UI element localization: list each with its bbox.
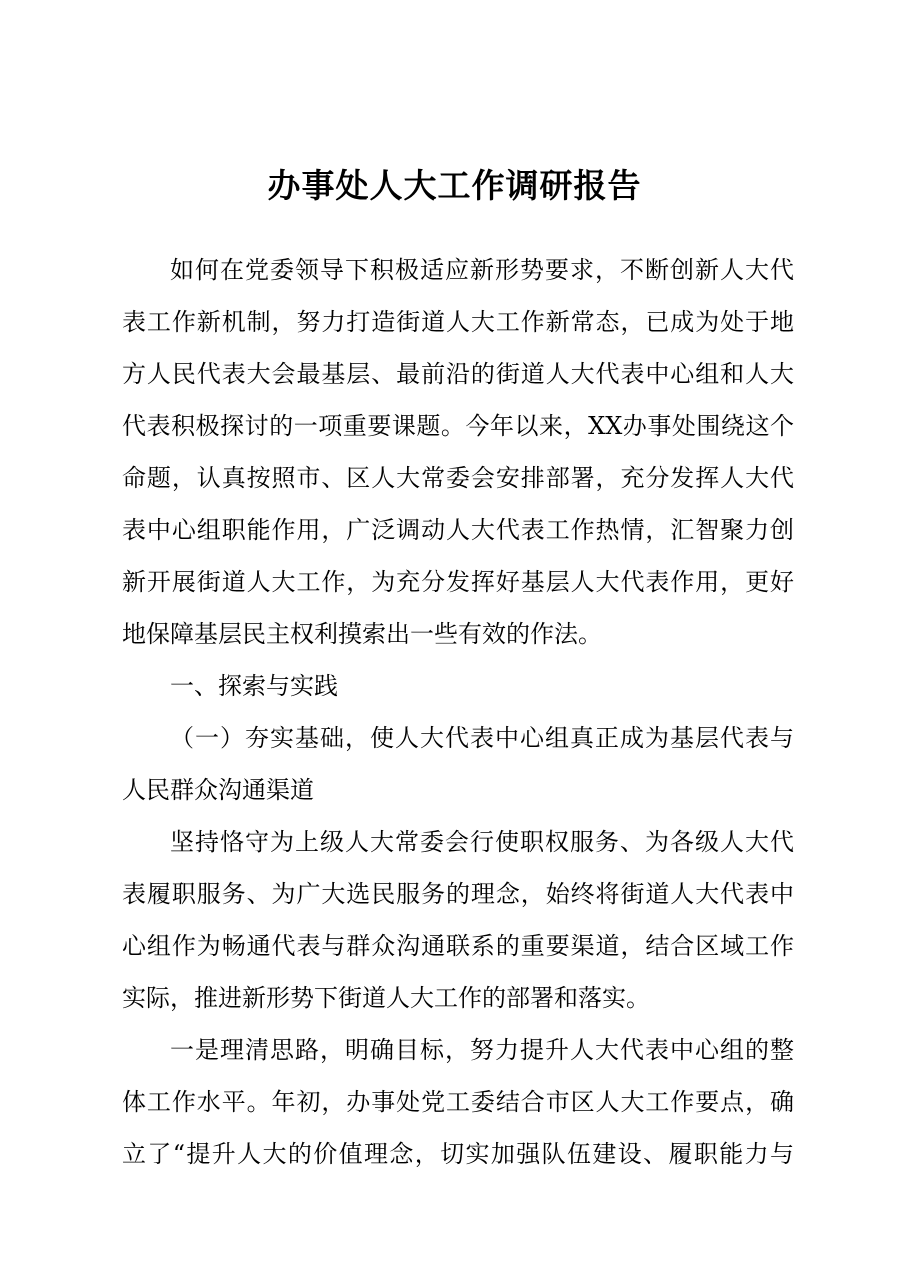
- paragraph-1-line-4: 代表积极探讨的一项重要课题。今年以来，XX办事处围绕这个: [122, 412, 794, 440]
- paragraph-1-line-6: 表中心组职能作用，广泛调动人大代表工作热情，汇智聚力创: [122, 516, 794, 544]
- paragraph-2-line-1: 坚持恪守为上级人大常委会行使职权服务、为各级人大代: [170, 828, 794, 856]
- subsection-heading-line-2: 人民群众沟通渠道: [122, 776, 314, 804]
- section-heading-1: 一、探索与实践: [170, 672, 338, 700]
- paragraph-2-line-3: 心组作为畅通代表与群众沟通联系的重要渠道，结合区域工作: [122, 932, 794, 960]
- subsection-heading-line-1: （一）夯实基础，使人大代表中心组真正成为基层代表与: [170, 724, 794, 752]
- paragraph-3-line-3: 立了“提升人大的价值理念，切实加强队伍建设、履职能力与: [122, 1140, 794, 1168]
- paragraph-1-line-2: 表工作新机制，努力打造街道人大工作新常态，已成为处于地: [122, 308, 794, 336]
- paragraph-2-line-4: 实际，推进新形势下街道人大工作的部署和落实。: [122, 984, 650, 1012]
- paragraph-3-line-2: 体工作水平。年初，办事处党工委结合市区人大工作要点，确: [122, 1088, 794, 1116]
- paragraph-1-line-1: 如何在党委领导下积极适应新形势要求，不断创新人大代: [170, 256, 794, 284]
- document-title: 办事处人大工作调研报告: [267, 166, 642, 205]
- paragraph-1-line-8: 地保障基层民主权利摸索出一些有效的作法。: [122, 620, 602, 648]
- paragraph-3-line-1: 一是理清思路，明确目标，努力提升人大代表中心组的整: [170, 1036, 794, 1064]
- paragraph-1-line-5: 命题，认真按照市、区人大常委会安排部署，充分发挥人大代: [122, 464, 794, 492]
- paragraph-1-line-3: 方人民代表大会最基层、最前沿的街道人大代表中心组和人大: [122, 360, 794, 388]
- paragraph-2-line-2: 表履职服务、为广大选民服务的理念，始终将街道人大代表中: [122, 880, 794, 908]
- paragraph-1-line-7: 新开展街道人大工作，为充分发挥好基层人大代表作用，更好: [122, 568, 794, 596]
